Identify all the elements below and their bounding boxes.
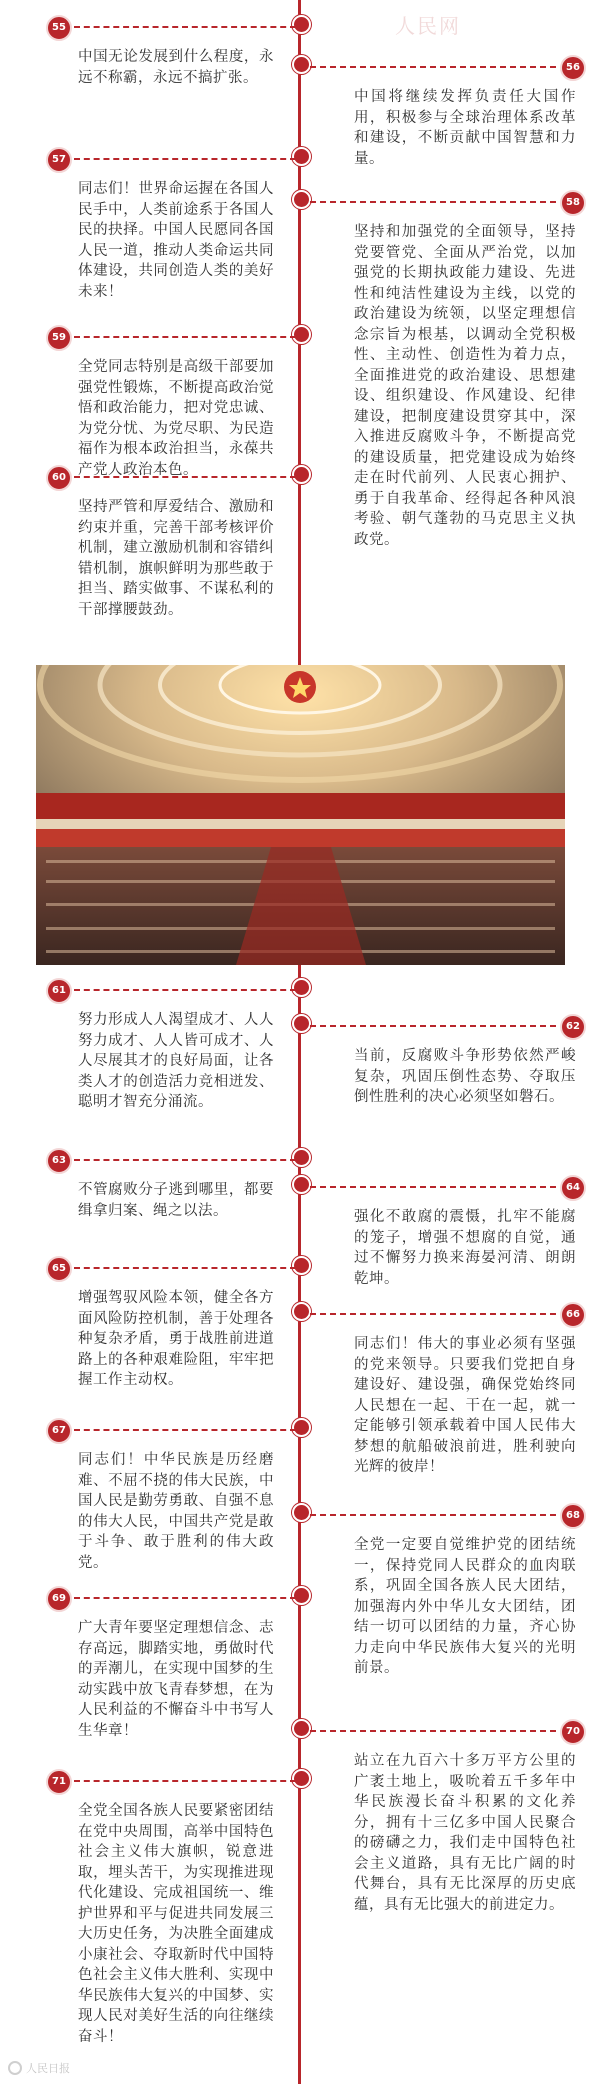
- timeline-node: [292, 190, 311, 209]
- number-badge: 55: [46, 15, 72, 41]
- number-badge: 62: [560, 1014, 586, 1040]
- timeline-node: [292, 1586, 311, 1605]
- timeline-node: [292, 1503, 311, 1522]
- timeline-node: [292, 1256, 311, 1275]
- timeline-node: [292, 1769, 311, 1788]
- list-item: [322, 1175, 582, 1289]
- list-item: [20, 147, 280, 302]
- timeline-node: [292, 1302, 311, 1321]
- number-badge: 71: [46, 1769, 72, 1795]
- list-item: [20, 1586, 280, 1741]
- item-text: 中国无论发展到什么程度，永远不称霸，永远不搞扩张。: [78, 49, 274, 86]
- list-item: [20, 325, 280, 480]
- timeline-node: [292, 325, 311, 344]
- timeline-node: [292, 1175, 311, 1194]
- item-text: 全党全国各族人民要紧密团结在党中央周围，高举中国特色社会主义伟大旗帜，锐意进取，埋头苦干，为实现推进现代化建设、完成祖国统一、维护世界和平与促进共同发展三大历史任务，为决胜全面建成小康社会、夺取新时代中国特色社会主义伟大胜利、实现中华民族伟大复兴的中国梦、实现人民对美好生活的向往继续奋斗！: [78, 1803, 274, 2045]
- number-badge: 65: [46, 1256, 72, 1282]
- item-text: 当前，反腐败斗争形势依然严峻复杂，巩固压倒性态势、夺取压倒性胜利的决心必须坚如磐石。: [354, 1048, 576, 1105]
- footer-brand: 人民日报: [26, 2062, 70, 2075]
- timeline-node: [292, 1148, 311, 1167]
- number-badge: 64: [560, 1175, 586, 1201]
- item-text: 站立在九百六十多万平方公里的广袤土地上，吸吮着五千多年中华民族漫长奋斗积累的文化养分，拥有十三亿多中国人民聚合的磅礴之力，我们走中国特色社会主义道路，具有无比广阔的时代舞台，具有无比深厚的历史底蕴，具有无比强大的前进定力。: [354, 1753, 576, 1913]
- list-item: [322, 1014, 582, 1108]
- timeline-line: [298, 965, 301, 2084]
- number-badge: 68: [560, 1503, 586, 1529]
- item-text: 强化不敢腐的震慑，扎牢不能腐的笼子，增强不想腐的自觉，通过不懈努力换来海晏河清、朗朗乾坤。: [354, 1209, 576, 1287]
- timeline-node: [292, 1719, 311, 1738]
- watermark: 人民网: [395, 14, 461, 38]
- item-text: 广大青年要坚定理想信念、志存高远，脚踏实地，勇做时代的弄潮儿，在实现中国梦的生动实践中放飞青春梦想，在为人民利益的不懈奋斗中书写人生华章！: [78, 1620, 274, 1739]
- item-text: 同志们！世界命运握在各国人民手中，人类前途系于各国人民的抉择。中国人民愿同各国人民一道，推动人类命运共同体建设，共同创造人类的美好未来！: [78, 181, 274, 300]
- timeline-node: [292, 15, 311, 34]
- number-badge: 69: [46, 1586, 72, 1612]
- timeline-node: [292, 978, 311, 997]
- list-item: [20, 978, 280, 1113]
- item-text: 努力形成人人渴望成才、人人努力成才、人人皆可成才、人人尽展其才的良好局面，让各类人才的创造活力竞相迸发、聪明才智充分涌流。: [78, 1012, 274, 1110]
- timeline-node: [292, 465, 311, 484]
- number-badge: 56: [560, 55, 586, 81]
- number-badge: 67: [46, 1418, 72, 1444]
- number-badge: 61: [46, 978, 72, 1004]
- list-item: [322, 1719, 582, 1915]
- list-item: [20, 15, 280, 88]
- list-item: [20, 465, 280, 620]
- number-badge: 58: [560, 190, 586, 216]
- timeline-node: [292, 1014, 311, 1033]
- number-badge: 57: [46, 147, 72, 173]
- item-text: 同志们！中华民族是历经磨难、不屈不挠的伟大民族，中国人民是勤劳勇敢、自强不息的伟大人民，中国共产党是敢于斗争、敢于胜利的伟大政党。: [78, 1452, 274, 1571]
- footer-logo: [8, 2058, 70, 2078]
- list-item: [322, 1503, 582, 1679]
- number-badge: 70: [560, 1719, 586, 1745]
- list-item: [20, 1256, 280, 1391]
- timeline-node: [292, 147, 311, 166]
- item-text: 坚持严管和厚爱结合、激励和约束并重，完善干部考核评价机制，建立激励机制和容错纠错机制，旗帜鲜明为那些敢于担当、踏实做事、不谋私利的干部撑腰鼓劲。: [78, 499, 274, 618]
- list-item: [322, 1302, 582, 1478]
- item-text: 不管腐败分子逃到哪里，都要缉拿归案、绳之以法。: [78, 1182, 274, 1219]
- list-item: [20, 1769, 280, 2047]
- number-badge: 60: [46, 465, 72, 491]
- item-text: 全党同志特别是高级干部要加强党性锻炼，不断提高政治觉悟和政治能力，把对党忠诚、为党分忧、为党尽职、为民造福作为根本政治担当，永葆共产党人政治本色。: [78, 359, 274, 478]
- weibo-icon: [8, 2061, 22, 2075]
- number-badge: 59: [46, 325, 72, 351]
- item-text: 增强驾驭风险本领，健全各方面风险防控机制，善于处理各种复杂矛盾，勇于战胜前进道路上的各种艰难险阻，牢牢把握工作主动权。: [78, 1290, 274, 1388]
- number-badge: 63: [46, 1148, 72, 1174]
- list-item: [322, 55, 582, 169]
- congress-hall-photo: [36, 665, 565, 965]
- timeline-node: [292, 1418, 311, 1437]
- timeline-node: [292, 55, 311, 74]
- item-text: 全党一定要自觉维护党的团结统一，保持党同人民群众的血肉联系，巩固全国各族人民大团结，加强海内外中华儿女大团结，团结一切可以团结的力量，齐心协力走向中华民族伟大复兴的光明前景。: [354, 1537, 576, 1676]
- item-text: 同志们！伟大的事业必须有坚强的党来领导。只要我们党把自身建设好、建设强，确保党始终同人民想在一起、干在一起，就一定能够引领承载着中国人民伟大梦想的航船破浪前进，胜利驶向光辉的彼岸！: [354, 1336, 576, 1475]
- item-text: 中国将继续发挥负责任大国作用，积极参与全球治理体系改革和建设，不断贡献中国智慧和力量。: [354, 89, 576, 167]
- list-item: [322, 190, 582, 550]
- list-item: [20, 1148, 280, 1221]
- list-item: [20, 1418, 280, 1573]
- number-badge: 66: [560, 1302, 586, 1328]
- item-text: 坚持和加强党的全面领导，坚持党要管党、全面从严治党，以加强党的长期执政能力建设、先进性和纯洁性建设为主线，以党的政治建设为统领，以坚定理想信念宗旨为根基，以调动全党积极性、主动性、创造性为着力点，全面推进党的政治建设、思想建设、组织建设、作风建设、纪律建设，把制度建设贯穿其中，深入推进反腐败斗争，不断提高党的建设质量，把党建设成为始终走在时代前列、人民衷心拥护、勇于自我革命、经得起各种风浪考验、朝气蓬勃的马克思主义执政党。: [354, 224, 576, 548]
